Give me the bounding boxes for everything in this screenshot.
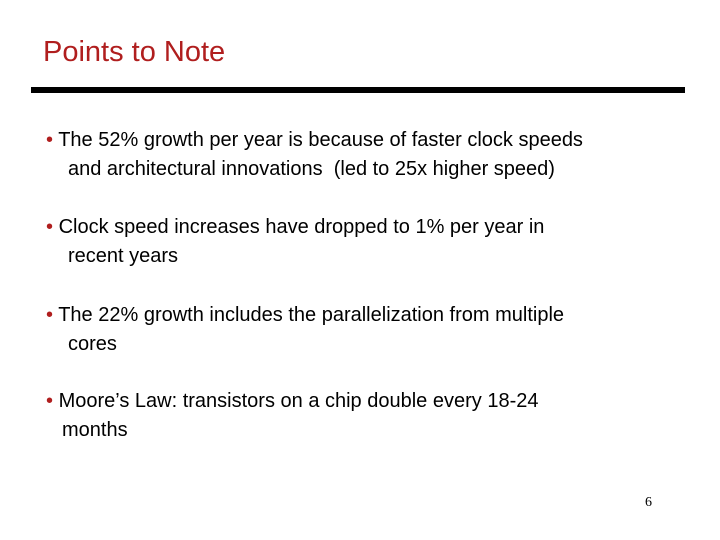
bullet-line	[46, 213, 686, 242]
page-number: 6	[645, 495, 652, 510]
bullet-item-2	[46, 213, 686, 271]
bullet-item-4	[46, 387, 686, 445]
bullet-marker: •	[46, 304, 54, 326]
title-divider	[31, 87, 685, 93]
bullet-line	[46, 126, 686, 155]
bullet-item-3	[46, 301, 686, 359]
bullet-marker: •	[46, 390, 54, 412]
bullet-text: Moore’s Law: transistors on a chip double every 18-24	[58, 390, 539, 412]
bullet-text: Clock speed increases have dropped to 1% per year in	[58, 216, 545, 238]
bullet-item-1	[46, 126, 686, 184]
bullet-text: The 52% growth per year is because of faster clock speeds	[58, 129, 583, 151]
bullet-continuation: and architectural innovations (led to 25x higher speed)	[68, 158, 555, 180]
bullet-continuation: cores	[68, 333, 117, 355]
bullet-text: The 22% growth includes the parallelization from multiple	[58, 304, 565, 326]
bullet-continuation: months	[62, 419, 128, 441]
bullet-line	[46, 301, 686, 330]
bullet-continuation: recent years	[68, 245, 179, 267]
bullet-marker: •	[46, 216, 54, 238]
bullet-marker: •	[46, 129, 54, 151]
slide-title: Points to Note	[43, 36, 226, 68]
bullet-line	[46, 387, 686, 416]
